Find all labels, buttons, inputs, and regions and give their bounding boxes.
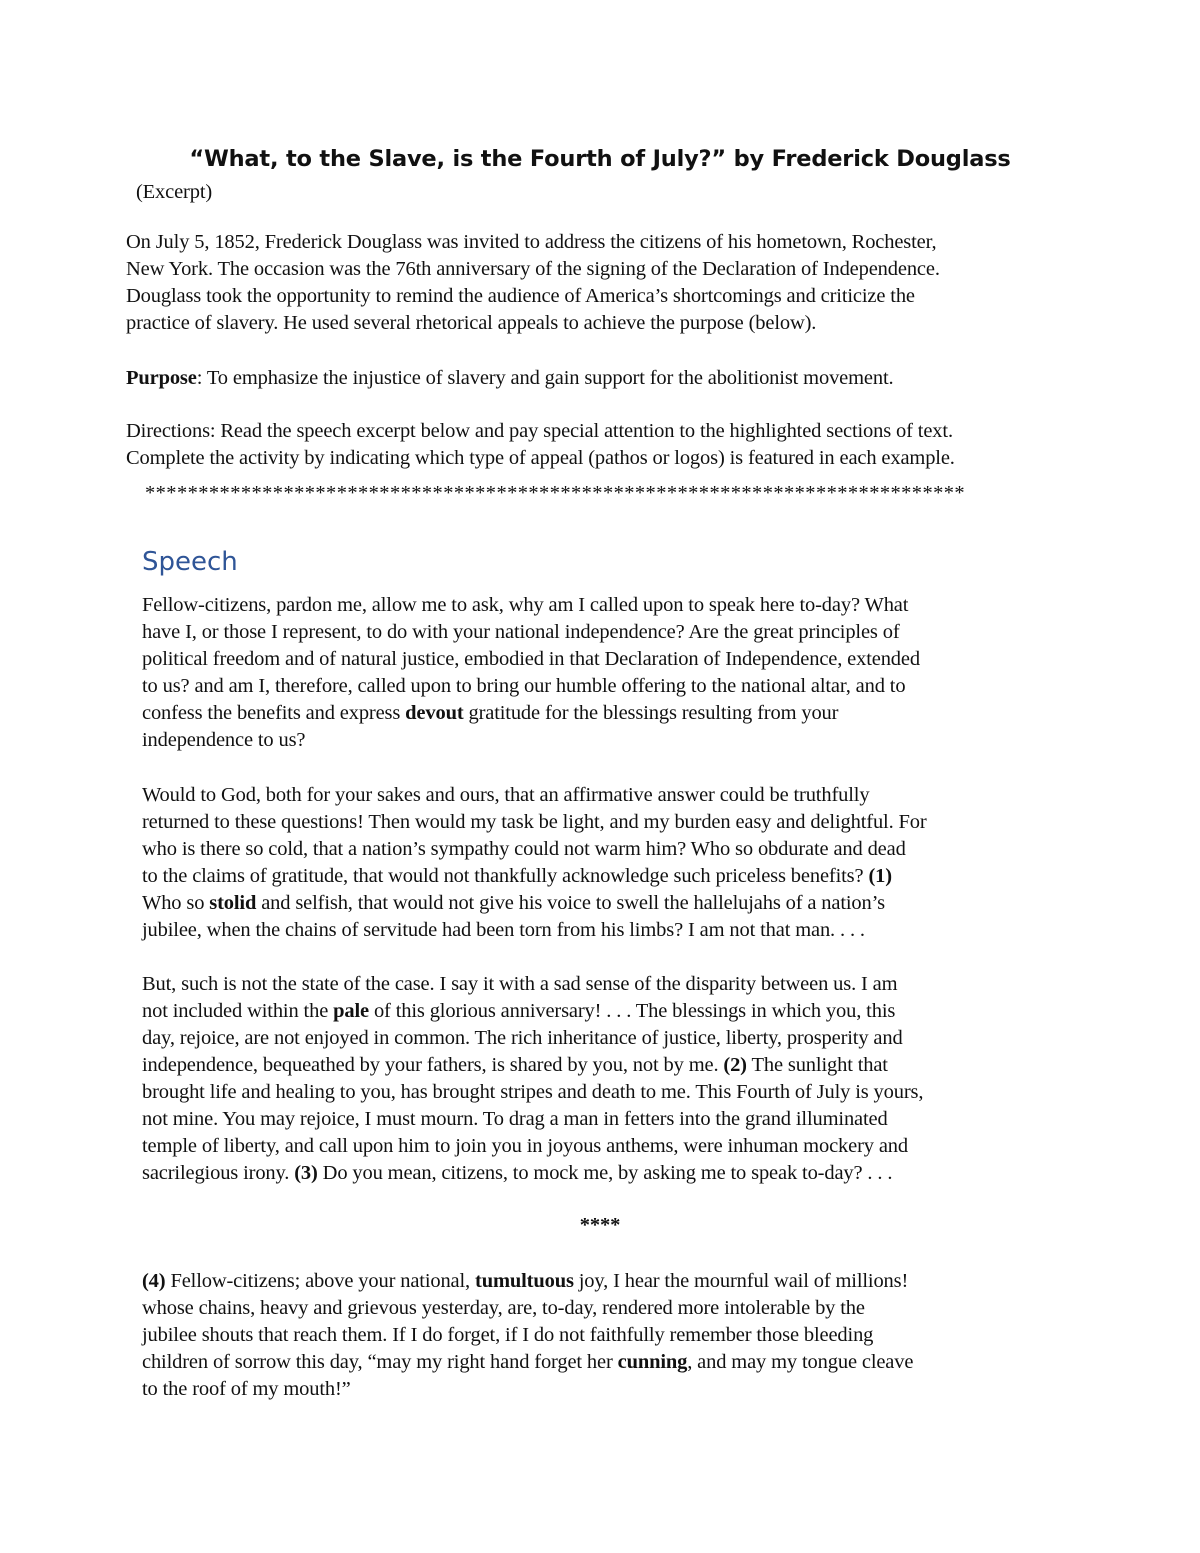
intro-paragraph	[126, 229, 1116, 337]
speech-heading: Speech	[142, 547, 238, 577]
marker-2: (2)	[723, 1054, 747, 1076]
text-fragment: and selfish, that would not give his voice to swell the hallelujahs of a nation’s	[256, 892, 886, 914]
excerpt-label: (Excerpt)	[136, 181, 213, 203]
text-line: have I, or those I represent, to do with your national independence? Are the great principles of	[142, 621, 900, 643]
vocab-word-tumultuous: tumultuous	[475, 1270, 574, 1292]
purpose-statement	[126, 365, 1116, 392]
intro-line: On July 5, 1852, Frederick Douglass was invited to address the citizens of his hometown, Rochester,	[126, 231, 937, 253]
text-line: not mine. You may rejoice, I must mourn. To drag a man in fetters into the grand illuminated	[142, 1108, 888, 1130]
vocab-word-stolid: stolid	[209, 892, 257, 914]
text-line	[142, 890, 1102, 917]
directions-line: Directions: Read the speech excerpt below and pay special attention to the highlighted sections of text.	[126, 420, 953, 442]
text-fragment: gratitude for the blessings resulting from your	[463, 702, 839, 724]
intro-line: New York. The occasion was the 76th anniversary of the signing of the Declaration of Independence.	[126, 258, 940, 280]
text-fragment: Fellow-citizens; above your national,	[165, 1270, 476, 1292]
text-fragment: to the claims of gratitude, that would not thankfully acknowledge such priceless benefits?	[142, 865, 869, 887]
intro-line: practice of slavery. He used several rhetorical appeals to achieve the purpose (below).	[126, 312, 817, 334]
text-fragment: Do you mean, citizens, to mock me, by asking me to speak to-day? . . .	[317, 1162, 893, 1184]
purpose-text: : To emphasize the injustice of slavery and gain support for the abolitionist movement.	[196, 367, 894, 389]
directions-paragraph	[126, 418, 1116, 472]
text-line	[142, 863, 1102, 890]
text-line: But, such is not the state of the case. I say it with a sad sense of the disparity between us. I am	[142, 973, 898, 995]
text-line: to the roof of my mouth!”	[142, 1378, 351, 1400]
text-fragment: The sunlight that	[746, 1054, 888, 1076]
text-line: political freedom and of natural justice, embodied in that Declaration of Independence, extended	[142, 648, 920, 670]
text-line: brought life and healing to you, has brought stripes and death to me. This Fourth of July is yours,	[142, 1081, 924, 1103]
text-fragment: independence, bequeathed by your fathers, is shared by you, not by me.	[142, 1054, 724, 1076]
text-line	[142, 1349, 1102, 1376]
text-line: Would to God, both for your sakes and ours, that an affirmative answer could be truthfully	[142, 784, 870, 806]
text-line: temple of liberty, and call upon him to join you in joyous anthems, were inhuman mockery and	[142, 1135, 908, 1157]
speech-paragraph-3	[142, 971, 1102, 1187]
intro-line: Douglass took the opportunity to remind the audience of America’s shortcomings and criticize the	[126, 285, 915, 307]
marker-3: (3)	[294, 1162, 318, 1184]
text-line: who is there so cold, that a nation’s sympathy could not warm him? Who so obdurate and dead	[142, 838, 906, 860]
text-line: returned to these questions! Then would my task be light, and my burden easy and delightful. For	[142, 811, 927, 833]
speech-paragraph-1	[142, 592, 1102, 754]
vocab-word-devout: devout	[405, 702, 464, 724]
text-line	[142, 1268, 1102, 1295]
text-line	[142, 998, 1102, 1025]
text-line	[142, 1160, 1102, 1187]
vocab-word-cunning: cunning	[617, 1351, 688, 1373]
speech-paragraph-4	[142, 1268, 1102, 1403]
text-fragment: Who so	[142, 892, 210, 914]
text-fragment: children of sorrow this day, “may my right hand forget her	[142, 1351, 618, 1373]
text-fragment: confess the benefits and express	[142, 702, 406, 724]
asterisk-divider: *****************************************************************************	[145, 482, 966, 504]
text-line: jubilee shouts that reach them. If I do forget, if I do not faithfully remember those bleeding	[142, 1324, 874, 1346]
text-fragment: not included within the	[142, 1000, 334, 1022]
purpose-label: Purpose	[126, 367, 197, 389]
text-fragment: of this glorious anniversary! . . . The blessings in which you, this	[368, 1000, 896, 1022]
marker-4: (4)	[142, 1270, 166, 1292]
text-line: jubilee, when the chains of servitude had been torn from his limbs? I am not that man. . . .	[142, 919, 865, 941]
vocab-word-pale: pale	[333, 1000, 369, 1022]
text-line	[142, 1052, 1102, 1079]
text-line: whose chains, heavy and grievous yesterday, are, to-day, rendered more intolerable by the	[142, 1297, 865, 1319]
speech-paragraph-2	[142, 782, 1102, 944]
text-fragment: , and may my tongue cleave	[687, 1351, 914, 1373]
document-title: “What, to the Slave, is the Fourth of July?” by Frederick Douglass	[189, 146, 1011, 172]
text-line: independence to us?	[142, 729, 306, 751]
text-line: day, rejoice, are not enjoyed in common. The rich inheritance of justice, liberty, prosperity and	[142, 1027, 903, 1049]
text-line	[142, 700, 1102, 727]
text-line: Fellow-citizens, pardon me, allow me to ask, why am I called upon to speak here to-day? What	[142, 594, 909, 616]
text-fragment: joy, I hear the mournful wail of millions!	[573, 1270, 909, 1292]
text-fragment: sacrilegious irony.	[142, 1162, 295, 1184]
marker-1: (1)	[868, 865, 892, 887]
directions-line: Complete the activity by indicating which type of appeal (pathos or logos) is featured in each example.	[126, 447, 955, 469]
text-line: to us? and am I, therefore, called upon to bring our humble offering to the national altar, and to	[142, 675, 906, 697]
section-separator: ****	[579, 1214, 621, 1236]
